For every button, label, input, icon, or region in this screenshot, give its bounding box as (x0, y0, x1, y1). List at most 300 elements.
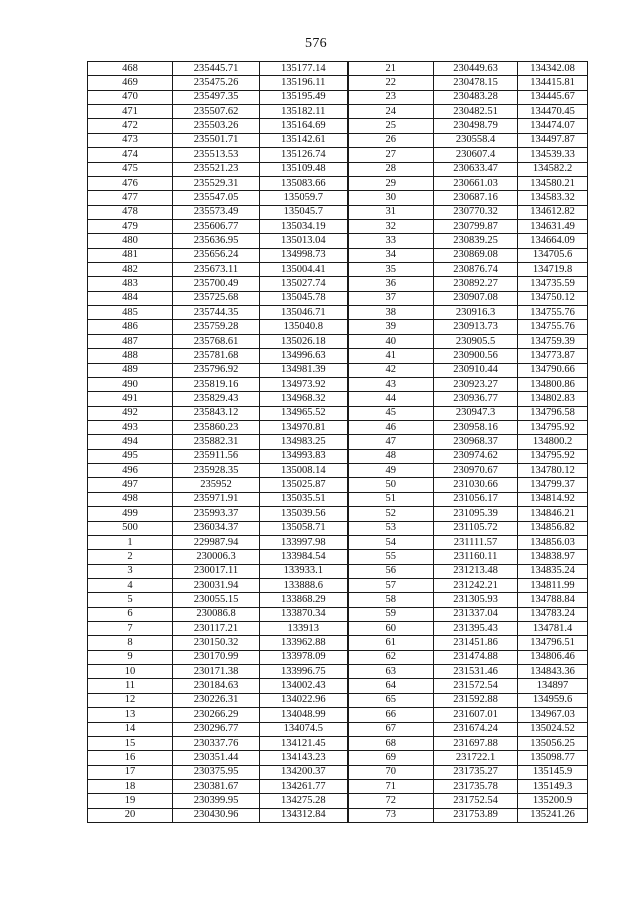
table-row (88, 478, 588, 492)
point-number-left-cell: 7 (88, 622, 173, 636)
table-row (88, 76, 588, 90)
x-coordinate-left-cell: 230266.29 (173, 708, 260, 722)
point-number-left-cell: 19 (88, 794, 173, 808)
point-number-left-cell: 468 (88, 62, 173, 76)
x-coordinate-left-cell: 230430.96 (173, 808, 260, 822)
point-number-right-cell: 34 (348, 248, 434, 262)
y-coordinate-right-cell: 134788.84 (518, 593, 588, 607)
x-coordinate-right-cell: 231213.48 (434, 564, 518, 578)
x-coordinate-right-cell: 231160.11 (434, 550, 518, 564)
x-coordinate-left-cell: 235513.53 (173, 148, 260, 162)
x-coordinate-left-cell: 230117.21 (173, 622, 260, 636)
y-coordinate-right-cell: 134415.81 (518, 76, 588, 90)
x-coordinate-right-cell: 231095.39 (434, 507, 518, 521)
point-number-right-cell: 44 (348, 392, 434, 406)
x-coordinate-left-cell: 230184.63 (173, 679, 260, 693)
point-number-right-cell: 53 (348, 521, 434, 535)
x-coordinate-right-cell: 230907.08 (434, 291, 518, 305)
point-number-right-cell: 62 (348, 650, 434, 664)
table-row (88, 334, 588, 348)
point-number-left-cell: 3 (88, 564, 173, 578)
y-coordinate-right-cell: 134583.32 (518, 191, 588, 205)
y-coordinate-right-cell: 134755.76 (518, 320, 588, 334)
x-coordinate-right-cell: 230839.25 (434, 234, 518, 248)
table-row (88, 464, 588, 478)
point-number-right-cell: 35 (348, 263, 434, 277)
y-coordinate-left-cell: 134981.39 (260, 363, 348, 377)
point-number-left-cell: 491 (88, 392, 173, 406)
y-coordinate-right-cell: 134580.21 (518, 176, 588, 190)
point-number-left-cell: 15 (88, 736, 173, 750)
table-row (88, 349, 588, 363)
x-coordinate-left-cell: 235700.49 (173, 277, 260, 291)
y-coordinate-right-cell: 134781.4 (518, 622, 588, 636)
x-coordinate-left-cell: 235882.31 (173, 435, 260, 449)
point-number-right-cell: 55 (348, 550, 434, 564)
table-row (88, 306, 588, 320)
x-coordinate-right-cell: 231305.93 (434, 593, 518, 607)
point-number-left-cell: 499 (88, 507, 173, 521)
point-number-right-cell: 37 (348, 291, 434, 305)
y-coordinate-right-cell: 134780.12 (518, 464, 588, 478)
table-row (88, 708, 588, 722)
x-coordinate-right-cell: 231451.86 (434, 636, 518, 650)
x-coordinate-right-cell: 230947.3 (434, 406, 518, 420)
x-coordinate-right-cell: 231722.1 (434, 751, 518, 765)
table-row (88, 808, 588, 822)
x-coordinate-left-cell: 235928.35 (173, 464, 260, 478)
point-number-left-cell: 9 (88, 650, 173, 664)
point-number-right-cell: 38 (348, 306, 434, 320)
table-row (88, 420, 588, 434)
table-row (88, 234, 588, 248)
y-coordinate-right-cell: 135056.25 (518, 736, 588, 750)
y-coordinate-left-cell: 134002.43 (260, 679, 348, 693)
x-coordinate-right-cell: 231395.43 (434, 622, 518, 636)
point-number-left-cell: 17 (88, 765, 173, 779)
x-coordinate-right-cell: 230607.4 (434, 148, 518, 162)
point-number-left-cell: 2 (88, 550, 173, 564)
y-coordinate-right-cell: 134835.24 (518, 564, 588, 578)
table-row (88, 521, 588, 535)
table-row (88, 794, 588, 808)
point-number-right-cell: 69 (348, 751, 434, 765)
table-row (88, 363, 588, 377)
x-coordinate-left-cell: 230375.95 (173, 765, 260, 779)
point-number-left-cell: 1 (88, 535, 173, 549)
y-coordinate-left-cell: 135196.11 (260, 76, 348, 90)
y-coordinate-left-cell: 133984.54 (260, 550, 348, 564)
point-number-left-cell: 13 (88, 708, 173, 722)
x-coordinate-right-cell: 230558.4 (434, 133, 518, 147)
y-coordinate-left-cell: 135040.8 (260, 320, 348, 334)
x-coordinate-right-cell: 231674.24 (434, 722, 518, 736)
table-row (88, 736, 588, 750)
y-coordinate-left-cell: 135182.11 (260, 105, 348, 119)
point-number-left-cell: 469 (88, 76, 173, 90)
x-coordinate-right-cell: 231056.17 (434, 492, 518, 506)
x-coordinate-right-cell: 231105.72 (434, 521, 518, 535)
point-number-left-cell: 471 (88, 105, 173, 119)
point-number-left-cell: 483 (88, 277, 173, 291)
y-coordinate-left-cell: 133868.29 (260, 593, 348, 607)
y-coordinate-left-cell: 133933.1 (260, 564, 348, 578)
table-row (88, 62, 588, 76)
y-coordinate-left-cell: 133978.09 (260, 650, 348, 664)
table-row (88, 90, 588, 104)
y-coordinate-right-cell: 134759.39 (518, 334, 588, 348)
y-coordinate-left-cell: 135035.51 (260, 492, 348, 506)
table-row (88, 593, 588, 607)
point-number-left-cell: 20 (88, 808, 173, 822)
point-number-right-cell: 42 (348, 363, 434, 377)
point-number-right-cell: 22 (348, 76, 434, 90)
point-number-left-cell: 473 (88, 133, 173, 147)
x-coordinate-left-cell: 229987.94 (173, 535, 260, 549)
y-coordinate-left-cell: 135008.14 (260, 464, 348, 478)
point-number-left-cell: 485 (88, 306, 173, 320)
x-coordinate-left-cell: 235911.56 (173, 449, 260, 463)
x-coordinate-right-cell: 230687.16 (434, 191, 518, 205)
point-number-right-cell: 48 (348, 449, 434, 463)
y-coordinate-right-cell: 134795.92 (518, 449, 588, 463)
table-row (88, 693, 588, 707)
table-row (88, 162, 588, 176)
point-number-left-cell: 488 (88, 349, 173, 363)
point-number-right-cell: 63 (348, 665, 434, 679)
x-coordinate-left-cell: 230351.44 (173, 751, 260, 765)
table-row (88, 263, 588, 277)
x-coordinate-left-cell: 236034.37 (173, 521, 260, 535)
point-number-right-cell: 67 (348, 722, 434, 736)
point-number-right-cell: 49 (348, 464, 434, 478)
x-coordinate-right-cell: 230923.27 (434, 377, 518, 391)
x-coordinate-left-cell: 235507.62 (173, 105, 260, 119)
y-coordinate-right-cell: 134800.2 (518, 435, 588, 449)
point-number-right-cell: 50 (348, 478, 434, 492)
point-number-right-cell: 59 (348, 607, 434, 621)
table-row (88, 320, 588, 334)
y-coordinate-left-cell: 135004.41 (260, 263, 348, 277)
point-number-left-cell: 477 (88, 191, 173, 205)
y-coordinate-left-cell: 135083.66 (260, 176, 348, 190)
point-number-right-cell: 65 (348, 693, 434, 707)
point-number-left-cell: 498 (88, 492, 173, 506)
x-coordinate-left-cell: 235501.71 (173, 133, 260, 147)
y-coordinate-left-cell: 134074.5 (260, 722, 348, 736)
table-row (88, 248, 588, 262)
point-number-right-cell: 29 (348, 176, 434, 190)
table-row (88, 449, 588, 463)
y-coordinate-left-cell: 134970.81 (260, 420, 348, 434)
point-number-left-cell: 487 (88, 334, 173, 348)
y-coordinate-left-cell: 135059.7 (260, 191, 348, 205)
point-number-left-cell: 490 (88, 377, 173, 391)
x-coordinate-left-cell: 235819.16 (173, 377, 260, 391)
point-number-right-cell: 70 (348, 765, 434, 779)
table-row (88, 176, 588, 190)
point-number-left-cell: 14 (88, 722, 173, 736)
x-coordinate-left-cell: 235573.49 (173, 205, 260, 219)
point-number-left-cell: 500 (88, 521, 173, 535)
y-coordinate-right-cell: 134790.66 (518, 363, 588, 377)
y-coordinate-left-cell: 135164.69 (260, 119, 348, 133)
x-coordinate-right-cell: 231111.57 (434, 535, 518, 549)
y-coordinate-left-cell: 135025.87 (260, 478, 348, 492)
y-coordinate-left-cell: 135045.78 (260, 291, 348, 305)
x-coordinate-right-cell: 230913.73 (434, 320, 518, 334)
y-coordinate-right-cell: 134856.03 (518, 535, 588, 549)
point-number-right-cell: 33 (348, 234, 434, 248)
point-number-left-cell: 484 (88, 291, 173, 305)
point-number-right-cell: 64 (348, 679, 434, 693)
y-coordinate-right-cell: 135200.9 (518, 794, 588, 808)
y-coordinate-right-cell: 134796.51 (518, 636, 588, 650)
y-coordinate-left-cell: 134121.45 (260, 736, 348, 750)
x-coordinate-left-cell: 230031.94 (173, 578, 260, 592)
x-coordinate-right-cell: 230968.37 (434, 435, 518, 449)
point-number-left-cell: 481 (88, 248, 173, 262)
x-coordinate-left-cell: 235497.35 (173, 90, 260, 104)
x-coordinate-left-cell: 235503.26 (173, 119, 260, 133)
x-coordinate-right-cell: 230482.51 (434, 105, 518, 119)
y-coordinate-left-cell: 133888.6 (260, 578, 348, 592)
point-number-left-cell: 4 (88, 578, 173, 592)
point-number-left-cell: 470 (88, 90, 173, 104)
table-row (88, 492, 588, 506)
y-coordinate-right-cell: 134838.97 (518, 550, 588, 564)
table-row (88, 377, 588, 391)
x-coordinate-left-cell: 235475.26 (173, 76, 260, 90)
y-coordinate-right-cell: 135145.9 (518, 765, 588, 779)
point-number-right-cell: 51 (348, 492, 434, 506)
x-coordinate-left-cell: 235673.11 (173, 263, 260, 277)
point-number-right-cell: 21 (348, 62, 434, 76)
x-coordinate-right-cell: 230900.56 (434, 349, 518, 363)
x-coordinate-right-cell: 231735.27 (434, 765, 518, 779)
y-coordinate-left-cell: 135109.48 (260, 162, 348, 176)
y-coordinate-left-cell: 134275.28 (260, 794, 348, 808)
x-coordinate-left-cell: 230381.67 (173, 779, 260, 793)
y-coordinate-left-cell: 134200.37 (260, 765, 348, 779)
y-coordinate-left-cell: 134048.99 (260, 708, 348, 722)
x-coordinate-left-cell: 235993.37 (173, 507, 260, 521)
y-coordinate-right-cell: 134897 (518, 679, 588, 693)
y-coordinate-right-cell: 134806.46 (518, 650, 588, 664)
point-number-left-cell: 486 (88, 320, 173, 334)
coordinates-table-body (88, 62, 588, 823)
x-coordinate-left-cell: 235759.28 (173, 320, 260, 334)
point-number-left-cell: 495 (88, 449, 173, 463)
y-coordinate-right-cell: 134799.37 (518, 478, 588, 492)
point-number-left-cell: 5 (88, 593, 173, 607)
x-coordinate-right-cell: 230970.67 (434, 464, 518, 478)
y-coordinate-left-cell: 135027.74 (260, 277, 348, 291)
table-row (88, 765, 588, 779)
x-coordinate-left-cell: 235636.95 (173, 234, 260, 248)
table-row (88, 119, 588, 133)
x-coordinate-right-cell: 230449.63 (434, 62, 518, 76)
y-coordinate-right-cell: 134497.87 (518, 133, 588, 147)
y-coordinate-left-cell: 133962.88 (260, 636, 348, 650)
table-row (88, 291, 588, 305)
point-number-right-cell: 28 (348, 162, 434, 176)
y-coordinate-left-cell: 133870.34 (260, 607, 348, 621)
x-coordinate-right-cell: 231572.54 (434, 679, 518, 693)
y-coordinate-right-cell: 134612.82 (518, 205, 588, 219)
point-number-left-cell: 475 (88, 162, 173, 176)
table-row (88, 219, 588, 233)
table-row (88, 578, 588, 592)
point-number-left-cell: 472 (88, 119, 173, 133)
x-coordinate-left-cell: 235547.05 (173, 191, 260, 205)
point-number-right-cell: 54 (348, 535, 434, 549)
x-coordinate-left-cell: 230399.95 (173, 794, 260, 808)
x-coordinate-right-cell: 230910.44 (434, 363, 518, 377)
point-number-left-cell: 497 (88, 478, 173, 492)
point-number-right-cell: 36 (348, 277, 434, 291)
y-coordinate-left-cell: 133997.98 (260, 535, 348, 549)
point-number-left-cell: 494 (88, 435, 173, 449)
point-number-left-cell: 474 (88, 148, 173, 162)
x-coordinate-right-cell: 231474.88 (434, 650, 518, 664)
y-coordinate-right-cell: 134664.09 (518, 234, 588, 248)
point-number-right-cell: 27 (348, 148, 434, 162)
y-coordinate-right-cell: 134705.6 (518, 248, 588, 262)
y-coordinate-right-cell: 134802.83 (518, 392, 588, 406)
y-coordinate-right-cell: 134750.12 (518, 291, 588, 305)
x-coordinate-left-cell: 235656.24 (173, 248, 260, 262)
point-number-left-cell: 480 (88, 234, 173, 248)
x-coordinate-left-cell: 230171.38 (173, 665, 260, 679)
y-coordinate-left-cell: 134143.23 (260, 751, 348, 765)
point-number-right-cell: 46 (348, 420, 434, 434)
table-row (88, 751, 588, 765)
y-coordinate-right-cell: 135024.52 (518, 722, 588, 736)
y-coordinate-right-cell: 134967.03 (518, 708, 588, 722)
x-coordinate-left-cell: 235529.31 (173, 176, 260, 190)
y-coordinate-right-cell: 134795.92 (518, 420, 588, 434)
y-coordinate-right-cell: 134843.36 (518, 665, 588, 679)
y-coordinate-left-cell: 135034.19 (260, 219, 348, 233)
x-coordinate-left-cell: 235952 (173, 478, 260, 492)
y-coordinate-left-cell: 134022.96 (260, 693, 348, 707)
point-number-right-cell: 66 (348, 708, 434, 722)
y-coordinate-right-cell: 135098.77 (518, 751, 588, 765)
y-coordinate-left-cell: 135126.74 (260, 148, 348, 162)
x-coordinate-right-cell: 231337.04 (434, 607, 518, 621)
x-coordinate-right-cell: 231030.66 (434, 478, 518, 492)
y-coordinate-right-cell: 134719.8 (518, 263, 588, 277)
x-coordinate-left-cell: 235829.43 (173, 392, 260, 406)
x-coordinate-right-cell: 230936.77 (434, 392, 518, 406)
table-row (88, 722, 588, 736)
y-coordinate-right-cell: 134856.82 (518, 521, 588, 535)
x-coordinate-left-cell: 235744.35 (173, 306, 260, 320)
point-number-right-cell: 57 (348, 578, 434, 592)
point-number-right-cell: 68 (348, 736, 434, 750)
x-coordinate-left-cell: 235725.68 (173, 291, 260, 305)
point-number-left-cell: 489 (88, 363, 173, 377)
x-coordinate-right-cell: 231735.78 (434, 779, 518, 793)
table-row (88, 622, 588, 636)
table-row (88, 679, 588, 693)
y-coordinate-right-cell: 134582.2 (518, 162, 588, 176)
x-coordinate-right-cell: 230876.74 (434, 263, 518, 277)
point-number-left-cell: 496 (88, 464, 173, 478)
x-coordinate-right-cell: 230869.08 (434, 248, 518, 262)
y-coordinate-left-cell: 134983.25 (260, 435, 348, 449)
x-coordinate-left-cell: 230226.31 (173, 693, 260, 707)
y-coordinate-left-cell: 135058.71 (260, 521, 348, 535)
x-coordinate-left-cell: 230055.15 (173, 593, 260, 607)
point-number-left-cell: 18 (88, 779, 173, 793)
y-coordinate-left-cell: 134996.63 (260, 349, 348, 363)
y-coordinate-left-cell: 134965.52 (260, 406, 348, 420)
y-coordinate-right-cell: 134342.08 (518, 62, 588, 76)
point-number-left-cell: 12 (88, 693, 173, 707)
y-coordinate-left-cell: 135177.14 (260, 62, 348, 76)
y-coordinate-left-cell: 134973.92 (260, 377, 348, 391)
x-coordinate-right-cell: 230958.16 (434, 420, 518, 434)
y-coordinate-right-cell: 135149.3 (518, 779, 588, 793)
table-row (88, 435, 588, 449)
page-number: 576 (305, 36, 327, 51)
y-coordinate-left-cell: 134993.83 (260, 449, 348, 463)
y-coordinate-right-cell: 134755.76 (518, 306, 588, 320)
y-coordinate-right-cell: 134470.45 (518, 105, 588, 119)
point-number-left-cell: 482 (88, 263, 173, 277)
y-coordinate-left-cell: 134312.84 (260, 808, 348, 822)
point-number-right-cell: 61 (348, 636, 434, 650)
x-coordinate-right-cell: 230905.5 (434, 334, 518, 348)
x-coordinate-left-cell: 235971.91 (173, 492, 260, 506)
point-number-right-cell: 56 (348, 564, 434, 578)
point-number-right-cell: 40 (348, 334, 434, 348)
x-coordinate-right-cell: 230892.27 (434, 277, 518, 291)
x-coordinate-left-cell: 230086.8 (173, 607, 260, 621)
x-coordinate-left-cell: 235860.23 (173, 420, 260, 434)
y-coordinate-right-cell: 134811.99 (518, 578, 588, 592)
point-number-right-cell: 71 (348, 779, 434, 793)
x-coordinate-left-cell: 235843.12 (173, 406, 260, 420)
table-row (88, 148, 588, 162)
point-number-right-cell: 47 (348, 435, 434, 449)
y-coordinate-right-cell: 134539.33 (518, 148, 588, 162)
coordinates-table (87, 61, 588, 823)
point-number-right-cell: 60 (348, 622, 434, 636)
x-coordinate-left-cell: 235521.23 (173, 162, 260, 176)
point-number-right-cell: 45 (348, 406, 434, 420)
point-number-right-cell: 23 (348, 90, 434, 104)
y-coordinate-left-cell: 134261.77 (260, 779, 348, 793)
y-coordinate-right-cell: 135241.26 (518, 808, 588, 822)
y-coordinate-left-cell: 135195.49 (260, 90, 348, 104)
y-coordinate-right-cell: 134474.07 (518, 119, 588, 133)
point-number-left-cell: 479 (88, 219, 173, 233)
point-number-right-cell: 73 (348, 808, 434, 822)
x-coordinate-left-cell: 235796.92 (173, 363, 260, 377)
x-coordinate-right-cell: 230799.87 (434, 219, 518, 233)
y-coordinate-right-cell: 134959.6 (518, 693, 588, 707)
point-number-right-cell: 25 (348, 119, 434, 133)
x-coordinate-right-cell: 230916.3 (434, 306, 518, 320)
point-number-left-cell: 6 (88, 607, 173, 621)
x-coordinate-left-cell: 230170.99 (173, 650, 260, 664)
y-coordinate-left-cell: 135026.18 (260, 334, 348, 348)
point-number-right-cell: 52 (348, 507, 434, 521)
x-coordinate-right-cell: 230770.32 (434, 205, 518, 219)
